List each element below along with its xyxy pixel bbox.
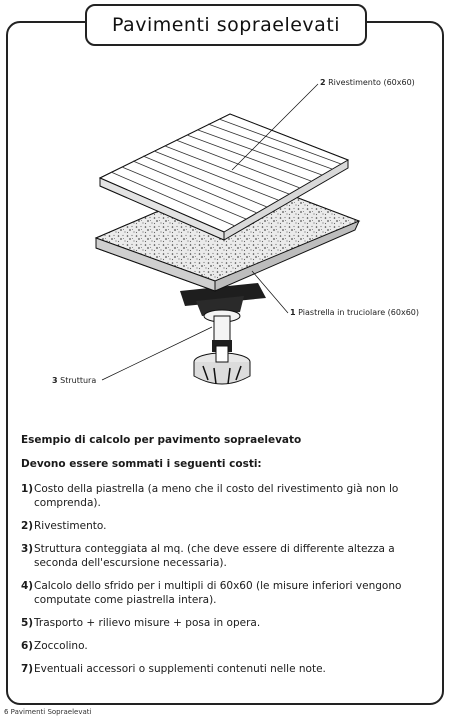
- page-footer: 6 Pavimenti Sopraelevati: [4, 708, 92, 716]
- list-item: 5) Trasporto + rilievo misure + posa in opera.: [21, 617, 261, 629]
- calculation-section: [21, 434, 431, 685]
- cost-list: [21, 482, 431, 676]
- pedestal-support: [180, 283, 266, 384]
- callout-struttura: 3 Struttura: [52, 376, 97, 385]
- list-item: 4) Calcolo dello sfrido per i multipli di 60x60 (le misure inferiori vengono computate come piastrella intera).: [21, 580, 402, 606]
- list-item: 3) Struttura conteggiata al mq. (che deve essere di differente altezza a seconda dell'escursione necessaria).: [21, 543, 395, 569]
- list-item: 6) Zoccolino.: [21, 640, 88, 652]
- page-title: Pavimenti sopraelevati: [85, 4, 367, 46]
- callout-piastrella: 1 Piastrella in truciolare (60x60): [290, 308, 420, 317]
- callout-rivestimento: 2 Rivestimento (60x60): [320, 78, 415, 87]
- section-subheading: Devono essere sommati i seguenti costi:: [21, 458, 262, 470]
- list-item: 7) Eventuali accessori o supplementi contenuti nelle note.: [21, 663, 326, 675]
- list-item: 1) Costo della piastrella (a meno che il costo del rivestimento già non lo comprenda).: [21, 483, 399, 509]
- section-heading: Esempio di calcolo per pavimento sopraelevato: [21, 434, 302, 446]
- list-item: 2) Rivestimento.: [21, 520, 107, 532]
